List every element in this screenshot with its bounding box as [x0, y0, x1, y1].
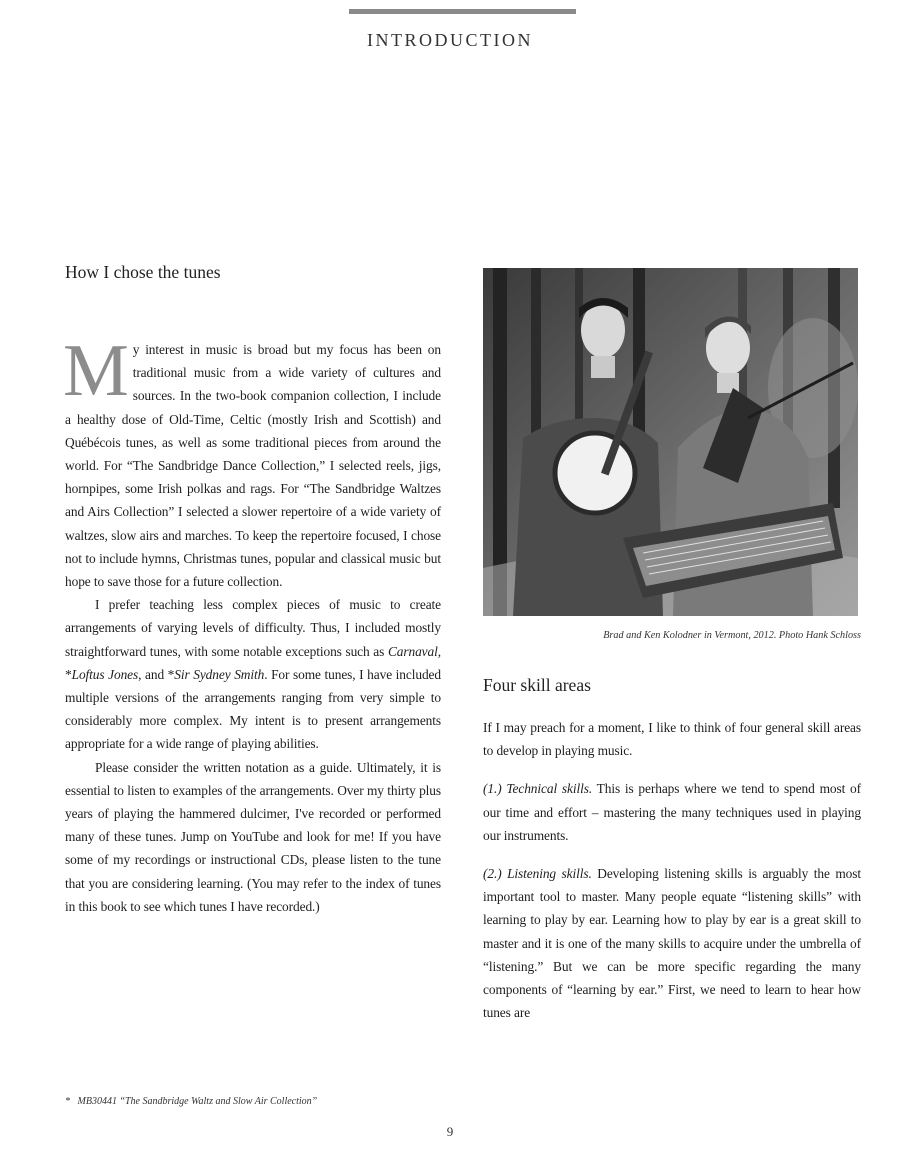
paragraph-notation: Please consider the written notation as a guide. Ultimately, it is essential to listen to examples of the arrangements. Over my thirty plus years of playing the hammered dulcimer, I've recorded or performed many of these tunes. Jump on YouTube and look for me! If you have some of my recordings or instructional CDs, please listen to the tune that you are considering learning. (You may refer to the index of tunes in this book to see which tunes I have recorded.): [65, 759, 441, 914]
top-rule: [349, 9, 576, 14]
paragraph-skills-intro: If I may preach for a moment, I like to think of four general skill areas to develop in playing music.: [483, 720, 861, 759]
text-run: I prefer teaching less complex pieces of music to create arrangements of varying levels of difficulty. Thus, I included mostly straightforward tunes, with some notable exceptions such as: [65, 597, 441, 659]
paragraph-interest: [63, 330, 441, 593]
right-column: [483, 268, 861, 1024]
technical-skills-text: This is perhaps where we tend to spend most of our time and effort – mastering the many techniques used in playing our instruments.: [483, 781, 861, 843]
text-run: , *: [65, 643, 441, 682]
drop-cap: M: [63, 330, 129, 412]
tune-title: Loftus Jones: [71, 666, 139, 682]
technical-skills-label: (1.) Technical skills.: [483, 781, 593, 797]
tune-title: Carnaval: [387, 643, 438, 659]
paragraph-teaching: [65, 593, 441, 755]
running-head: INTRODUCTION: [367, 30, 533, 50]
listening-skills-label: (2.) Listening skills.: [483, 866, 592, 882]
footnote-marker: *: [65, 1096, 70, 1107]
left-column: [65, 262, 441, 918]
footnote-text: MB30441 “The Sandbridge Waltz and Slow Air Collection”: [77, 1096, 318, 1107]
text-run: . For some tunes, I have included multiple versions of the arrangements ranging from very simple to considerably more complex. My intent is to present arrangements appropriate for a wide range of playing abilities.: [65, 666, 441, 752]
text-run: , and *: [138, 666, 175, 682]
section-heading-skills: Four skill areas: [483, 675, 591, 695]
paragraph-interest-text: y interest in music is broad but my focus has been on traditional music from a wide variety of cultures and sources. In the two-book companion collection, I include a healthy dose of Old-Time, Celtic (mostly Irish and Scottish) and Québécois tunes, as well as some traditional pieces from around the world. For “The Sandbridge Dance Collection,” I selected reels, jigs, hornpipes, some Irish polkas and rags. For “The Sandbridge Waltzes and Airs Collection” I selected a slower repertoire of a wide variety of waltzes, slow airs and marches. To keep the repertoire focused, I chose not to include hymns, Christmas tunes, popular and classical music but hope to save those for a future collection.: [65, 342, 441, 590]
paragraph-listening: [483, 862, 861, 1024]
section-heading-tunes: How I chose the tunes: [65, 262, 221, 282]
footnote: [65, 1096, 317, 1107]
photo-caption: Brad and Ken Kolodner in Vermont, 2012. Photo Hank Schloss: [603, 630, 861, 641]
paragraph-technical: [483, 777, 861, 847]
tune-title: Sir Sydney Smith: [174, 666, 265, 682]
photo: [483, 268, 858, 616]
page-number: 9: [446, 1124, 454, 1139]
listening-skills-text: Developing listening skills is arguably the most important tool to master. Many people equate “listening skills” with learning to play by ear. Learning how to play by ear is a great skill to master and it is one of the many skills to acquire under the umbrella of “listening.” But we can be more specific regarding the many components of “learning by ear.” First, we need to learn to hear how tunes are: [483, 866, 861, 1021]
